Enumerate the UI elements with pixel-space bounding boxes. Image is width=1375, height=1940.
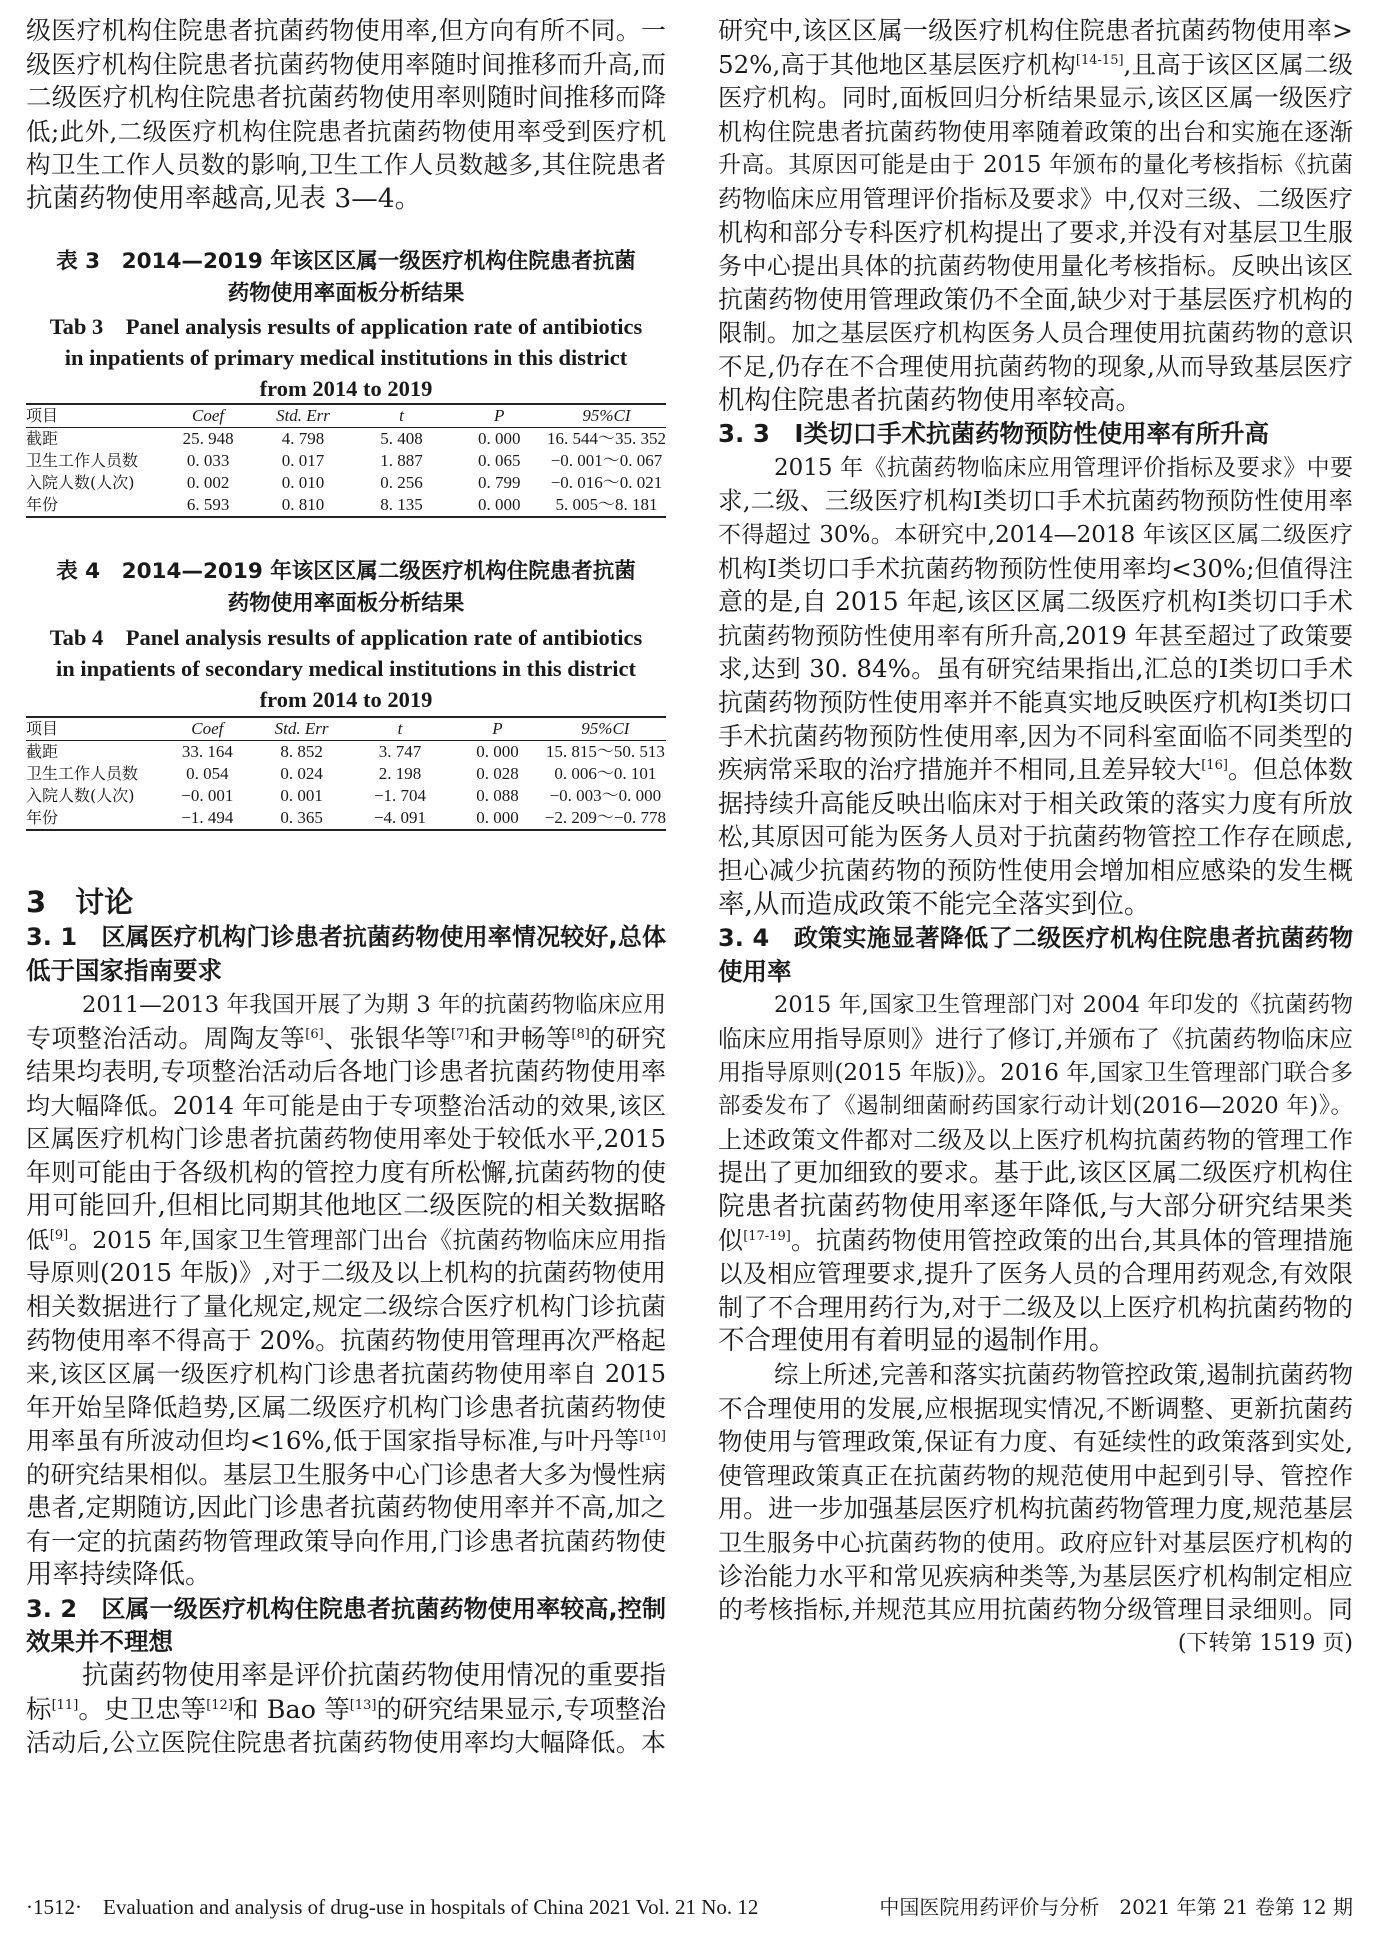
body-line: 不足,仍存在不合理使用抗菌药物的现象,从而导致基层医疗 xyxy=(718,352,1353,381)
table-row xyxy=(26,450,666,472)
citation-ref: [12] xyxy=(206,1697,233,1713)
text-run: 、张银华等 xyxy=(323,1023,452,1053)
column-header: Std. Err xyxy=(274,719,329,738)
body-line: 的考核指标,并规范其应用抗菌药物分级管理目录细则。同 xyxy=(718,1595,1353,1625)
body-line: 抗菌药物使用率是评价抗菌药物使用情况的重要指 xyxy=(82,1660,666,1691)
table-cell: 0. 000 xyxy=(477,429,521,448)
table-cell: 0. 010 xyxy=(281,473,325,492)
text-run: 。但总体数 xyxy=(1227,755,1353,785)
subsection-heading: 效果并不理想 xyxy=(26,1627,173,1657)
table4-caption-en: Tab 4 Panel analysis results of application rate of antibiotics xyxy=(49,625,643,650)
table-row xyxy=(26,741,666,764)
citation-ref: [6] xyxy=(305,1026,324,1042)
column-header: 95%CI xyxy=(582,406,631,425)
table-cell: 15. 815～50. 513 xyxy=(545,742,665,761)
citation-ref: [17-19] xyxy=(743,1228,791,1244)
body-line: 机构住院患者抗菌药物使用率较高。 xyxy=(718,384,1142,416)
body-line: 求,达到 30. 84%。虽有研究结果指出,汇总的Ⅰ类切口手术 xyxy=(718,654,1353,684)
table-cell: −0. 001 xyxy=(181,786,234,805)
body-line xyxy=(718,48,1353,82)
body-line xyxy=(718,753,1353,787)
column-header: t xyxy=(397,719,403,738)
text-run: 低 xyxy=(26,1225,50,1254)
body-line: 临床应用指导原则》进行了修订,并颁布了《抗菌药物临床应 xyxy=(718,1025,1353,1053)
row-label: 卫生工作人员数 xyxy=(26,764,139,783)
body-line: 机构住院患者抗菌药物使用率随着政策的出台和实施在逐渐 xyxy=(718,117,1353,146)
table-cell: 0. 256 xyxy=(380,473,423,492)
table3-caption-en: Tab 3 Panel analysis results of application rate of antibiotics xyxy=(49,314,643,339)
table-cell: 1. 887 xyxy=(380,451,423,470)
body-line: 年则可能由于各级机构的管控力度有所松懈,抗菌药物的使 xyxy=(26,1157,666,1187)
body-line: 不合理使用的发展,应根据现实情况,不断调整、更新抗菌药 xyxy=(718,1393,1353,1423)
row-label: 年份 xyxy=(26,808,59,827)
body-line: 不合理使用有着明显的遏制作用。 xyxy=(718,1325,1116,1357)
citation-ref: [16] xyxy=(1201,758,1228,774)
table3-caption-en: from 2014 to 2019 xyxy=(259,376,433,401)
citation-ref: [7] xyxy=(451,1026,470,1042)
column-header: Std. Err xyxy=(276,406,330,425)
table3-caption-en: in inpatients of primary medical institutions in this district xyxy=(64,345,628,370)
text-run: 52%,高于其他地区基层医疗机构 xyxy=(718,49,1076,79)
body-line: 诊治能力水平和常见疾病种类等,为基层医疗机构制定相应 xyxy=(718,1561,1353,1591)
table-cell: 0. 000 xyxy=(476,808,519,827)
body-line: 提出了更加细致的要求。基于此,该区区属二级医疗机构住 xyxy=(718,1158,1353,1188)
table-cell: 0. 365 xyxy=(280,808,323,827)
body-line xyxy=(718,1224,1353,1258)
citation-ref: [8] xyxy=(571,1026,590,1042)
table3 xyxy=(26,403,666,518)
body-line: 药物临床应用管理评价指标及要求》中,仅对三级、二级医疗 xyxy=(718,185,1353,213)
table-cell: 0. 017 xyxy=(281,451,325,470)
text-run: 疾病常采取的治疗措施并不相同,且差异较大 xyxy=(718,755,1202,785)
body-line: 担心减少抗菌药物的预防性使用会增加相应感染的发生概 xyxy=(718,856,1353,885)
column-header: t xyxy=(399,406,404,425)
body-line: 级医疗机构住院患者抗菌药物使用率,但方向有所不同。一 xyxy=(26,16,666,45)
body-line: 级医疗机构住院患者抗菌药物使用率随时间推移而升高,而 xyxy=(26,49,666,79)
citation-ref: [14-15] xyxy=(1075,52,1124,68)
continued-note: (下转第 1519 页) xyxy=(1177,1630,1353,1656)
text-run: 和尹畅等 xyxy=(469,1023,572,1053)
table-row xyxy=(26,472,666,494)
table-cell: −0. 016～0. 021 xyxy=(550,473,663,492)
body-line: 院患者抗菌药物使用率逐年降低,与大部分研究结果类 xyxy=(718,1191,1353,1222)
body-line: 用指导原则(2015 年版)》。2016 年,国家卫生管理部门联合多 xyxy=(718,1059,1353,1086)
row-label: 卫生工作人员数 xyxy=(26,451,139,470)
body-line: 2015 年《抗菌药物临床应用管理评价指标及要求》中要 xyxy=(774,454,1353,481)
footer-right: 中国医院用药评价与分析 2021 年第 21 卷第 12 期 xyxy=(879,1895,1353,1919)
subsection-heading: 3. 2 区属一级医疗机构住院患者抗菌药物使用率较高,控制 xyxy=(26,1594,666,1623)
body-line: 导原则(2015 年版)》,对于二级及以上机构的抗菌药物使用 xyxy=(26,1258,666,1288)
body-line: 均大幅降低。2014 年可能是由于专项整治活动的效果,该区 xyxy=(26,1091,666,1120)
table-cell: 8. 135 xyxy=(380,495,423,514)
column-header: P xyxy=(494,406,505,425)
body-line: 用。进一步加强基层医疗机构抗菌药物管理力度,规范基层 xyxy=(718,1494,1353,1524)
body-line: 构卫生工作人员数的影响,卫生工作人员数越多,其住院患者 xyxy=(26,150,666,180)
text-run: 专项整治活动。周陶友等 xyxy=(26,1023,306,1053)
subsection-heading: 3. 3 Ⅰ类切口手术抗菌药物预防性使用率有所升高 xyxy=(718,419,1270,449)
table-row xyxy=(26,494,666,517)
table-cell: 16. 544～35. 352 xyxy=(546,429,666,448)
table-cell: 0. 054 xyxy=(186,764,229,783)
body-line: 2011—2013 年我国开展了为期 3 年的抗菌药物临床应用 xyxy=(82,992,666,1018)
table-cell: 0. 024 xyxy=(280,764,323,783)
text-run: 标 xyxy=(26,1694,52,1725)
body-line: 限制。加之基层医疗机构医务人员合理使用抗菌药物的意识 xyxy=(718,319,1353,348)
table-cell: −0. 003～0. 000 xyxy=(549,786,662,805)
table-cell: −1. 704 xyxy=(373,786,427,805)
text-run: 的研究结果显示,专项整治 xyxy=(376,1694,666,1725)
body-line: 抗菌药物预防性使用率并不能真实地反映医疗机构Ⅰ类切口 xyxy=(718,688,1353,717)
body-line: 低;此外,二级医疗机构住院患者抗菌药物使用率受到医疗机 xyxy=(26,116,666,146)
table3-caption-cn: 表 3 2014—2019 年该区区属一级医疗机构住院患者抗菌 xyxy=(56,249,636,274)
body-line: 意的是,自 2015 年起,该区区属二级医疗机构Ⅰ类切口手术 xyxy=(718,587,1353,617)
row-label: 入院人数(人次) xyxy=(26,473,135,492)
table-cell: 0. 000 xyxy=(477,495,521,514)
citation-ref: [9] xyxy=(49,1227,69,1243)
body-line xyxy=(26,1022,666,1056)
text-run: 。抗菌药物使用管控政策的出台,其具体的管理措施 xyxy=(790,1225,1353,1255)
table4-caption-en: in inpatients of secondary medical institutions in this district xyxy=(55,656,637,681)
body-line: 结果均表明,专项整治活动后各地门诊患者抗菌药物使用率 xyxy=(26,1057,666,1087)
body-line: 不得超过 30%。本研究中,2014—2018 年该区区属二级医疗 xyxy=(718,522,1353,548)
row-label: 截距 xyxy=(26,742,59,761)
citation-ref: [11] xyxy=(51,1697,79,1713)
body-line: 升高。其原因可能是由于 2015 年颁布的量化考核指标《抗菌 xyxy=(718,152,1353,179)
table-cell: 0. 065 xyxy=(477,451,521,470)
table-cell: 25. 948 xyxy=(182,429,234,448)
table-cell: 5. 005～8. 181 xyxy=(555,495,658,514)
text-run: 。史卫忠等 xyxy=(78,1694,207,1725)
citation-ref: [13] xyxy=(349,1697,377,1713)
table4-caption-cn: 表 4 2014—2019 年该区区属二级医疗机构住院患者抗菌 xyxy=(56,559,636,584)
body-line: 物使用与管理政策,保证有力度、有延续性的政策落到实处, xyxy=(718,1427,1353,1457)
body-line: 求,二级、三级医疗机构Ⅰ类切口手术抗菌药物预防性使用率 xyxy=(718,486,1353,516)
table-cell: −4. 091 xyxy=(373,808,427,827)
body-line: 年开始呈降低趋势,区属二级医疗机构门诊患者抗菌药物使 xyxy=(26,1392,666,1422)
table-cell: 0. 001 xyxy=(280,786,323,805)
body-line: 相关数据进行了量化规定,规定二级综合医疗机构门诊抗菌 xyxy=(26,1291,666,1321)
table4-caption-cn: 药物使用率面板分析结果 xyxy=(227,591,465,616)
table-cell: 0. 033 xyxy=(186,451,230,470)
row-label: 截距 xyxy=(26,429,59,448)
column-header: Coef xyxy=(192,406,225,425)
row-label: 入院人数(人次) xyxy=(26,786,135,805)
text-run: 用率虽有所波动但均<16%,低于国家指导标准,与叶丹等 xyxy=(26,1426,640,1456)
text-run: 似 xyxy=(718,1225,744,1255)
section-heading: 3 讨论 xyxy=(26,885,134,919)
body-line xyxy=(26,1693,666,1727)
body-line xyxy=(26,1424,666,1458)
body-line: 务中心提出具体的抗菌药物使用量化考核指标。反映出该区 xyxy=(718,252,1353,281)
table-cell: 0. 088 xyxy=(476,786,519,805)
subsection-heading: 低于国家指南要求 xyxy=(26,956,222,985)
table4-caption-en: from 2014 to 2019 xyxy=(259,687,433,712)
table-cell: 0. 002 xyxy=(186,473,230,492)
column-header: 项目 xyxy=(26,406,59,425)
body-line: 患者,定期随访,因此门诊患者抗菌药物使用率并不高,加之 xyxy=(26,1493,666,1524)
table-cell: 0. 000 xyxy=(476,742,519,761)
body-line: 活动后,公立医院住院患者抗菌药物使用率均大幅降低。本 xyxy=(26,1728,666,1758)
body-line xyxy=(26,1223,666,1257)
body-line: 机构Ⅰ类切口手术抗菌药物预防性使用率均<30%;但值得注 xyxy=(718,553,1353,583)
body-line: 的研究结果相似。基层卫生服务中心门诊患者大多为慢性病 xyxy=(26,1459,666,1489)
footer-left: ·1512· Evaluation and analysis of drug-use in hospitals of China 2021 Vol. 21 No. 12 xyxy=(26,1895,759,1919)
body-line: 据持续升高能反映出临床对于相关政策的落实力度有所放 xyxy=(718,788,1353,818)
body-line: 制了不合理用药行为,对于二级及以上医疗机构抗菌药物的 xyxy=(718,1292,1353,1322)
table-row xyxy=(26,428,666,451)
body-line: 2015 年,国家卫生管理部门对 2004 年印发的《抗菌药物 xyxy=(774,992,1353,1019)
table3-caption-cn: 药物使用率面板分析结果 xyxy=(227,281,465,306)
row-label: 年份 xyxy=(26,495,59,514)
table-cell: 0. 006～0. 101 xyxy=(554,764,657,783)
table-cell: 4. 798 xyxy=(281,429,325,448)
citation-ref: [10] xyxy=(639,1429,666,1445)
body-line: 有一定的抗菌药物管理政策导向作用,门诊患者抗菌药物使 xyxy=(26,1526,666,1556)
body-line: 卫生服务中心抗菌药物的使用。政府应针对基层医疗机构的 xyxy=(718,1529,1353,1557)
table4 xyxy=(26,716,666,831)
table-header-row xyxy=(26,404,666,428)
body-line: 二级医疗机构住院患者抗菌药物使用率则随时间推移而降 xyxy=(26,83,666,114)
body-line: 用率持续降低。 xyxy=(26,1559,212,1591)
subsection-heading: 3. 4 政策实施显著降低了二级医疗机构住院患者抗菌药物 xyxy=(718,924,1353,953)
body-line: 来,该区区属一级医疗机构门诊患者抗菌药物使用率自 2015 xyxy=(26,1360,666,1389)
body-line: 机构和部分专科医疗机构提出了要求,并没有对基层卫生服 xyxy=(718,217,1353,247)
table-cell: 6. 593 xyxy=(186,495,230,514)
body-line: 综上所述,完善和落实抗菌药物管控政策,遏制抗菌药物 xyxy=(774,1360,1354,1389)
table-cell: −0. 001～0. 067 xyxy=(550,451,663,470)
table-cell: −1. 494 xyxy=(181,808,234,827)
body-line: 使管理政策真正在抗菌药物的规范使用中起到引导、管控作 xyxy=(718,1461,1353,1490)
table-row xyxy=(26,763,666,785)
table-cell: −2. 209～−0. 778 xyxy=(544,808,666,827)
body-line: 部委发布了《遏制细菌耐药国家行动计划(2016—2020 年)》。 xyxy=(718,1093,1353,1120)
table-cell: 2. 198 xyxy=(378,764,422,783)
subsection-heading: 使用率 xyxy=(718,956,792,986)
body-line: 研究中,该区区属一级医疗机构住院患者抗菌药物使用率> xyxy=(718,16,1353,45)
table-cell: 33. 164 xyxy=(181,742,233,761)
body-line: 率,从而造成政策不能完全落实到位。 xyxy=(718,888,1151,920)
column-header: 项目 xyxy=(26,719,59,738)
table-row xyxy=(26,785,666,807)
body-line: 以及相应管理要求,提升了医务人员的合理用药观念,有效限 xyxy=(718,1259,1353,1289)
body-line: 区属医疗机构门诊患者抗菌药物使用率处于较低水平,2015 xyxy=(26,1124,666,1154)
body-line: 抗菌药物使用率越高,见表 3—4。 xyxy=(26,182,422,214)
body-line: 上述政策文件都对二级及以上医疗机构抗菌药物的管理工作 xyxy=(718,1125,1353,1154)
subsection-heading: 3. 1 区属医疗机构门诊患者抗菌药物使用率情况较好,总体 xyxy=(26,923,666,951)
table-cell: 0. 799 xyxy=(477,473,521,492)
body-line: 抗菌药物预防性使用率有所升高,2019 年甚至超过了政策要 xyxy=(718,621,1353,650)
text-run: 。2015 年,国家卫生管理部门出台《抗菌药物临床应用指 xyxy=(68,1225,667,1254)
body-line: 松,其原因可能为医务人员对于抗菌药物管控工作存在顾虑, xyxy=(718,822,1353,852)
text-run: 和 Bao 等 xyxy=(232,1694,350,1725)
body-line: 用可能回升,但相比同期其他地区二级医院的相关数据略 xyxy=(26,1191,666,1222)
text-run: 的研究 xyxy=(589,1023,666,1053)
column-header: P xyxy=(492,719,503,738)
table-cell: 0. 810 xyxy=(281,495,325,514)
table-header-row xyxy=(26,717,666,741)
text-run: ,且高于该区区属二级 xyxy=(1123,49,1353,79)
body-line: 医疗机构。同时,面板回归分析结果显示,该区区属一级医疗 xyxy=(718,83,1353,113)
table-cell: 8. 852 xyxy=(280,742,323,761)
body-line: 抗菌药物使用管理政策仍不全面,缺少对于基层医疗机构的 xyxy=(718,284,1353,314)
column-header: Coef xyxy=(191,719,224,738)
table-cell: 0. 028 xyxy=(476,764,519,783)
column-header: 95%CI xyxy=(581,719,630,738)
table-cell: 5. 408 xyxy=(380,429,423,448)
table-cell: 3. 747 xyxy=(378,742,422,761)
body-line: 药物使用率不得高于 20%。抗菌药物使用管理再次严格起 xyxy=(26,1325,666,1355)
body-line: 手术抗菌药物预防性使用率,因为不同科室面临不同类型的 xyxy=(718,721,1353,751)
table-row xyxy=(26,807,666,830)
